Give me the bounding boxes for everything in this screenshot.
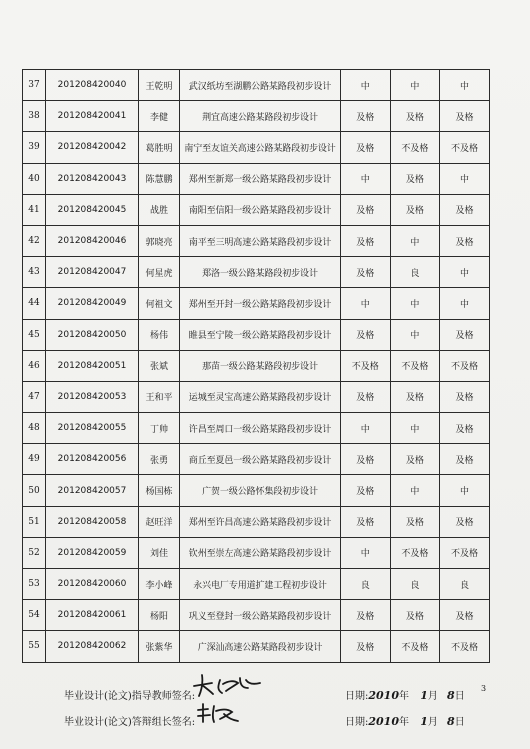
student-id-cell: 201208420053 xyxy=(46,381,139,412)
grade-reviewer-cell: 不及格 xyxy=(390,132,440,163)
table-row xyxy=(23,631,490,662)
student-name-cell: 王乾明 xyxy=(139,70,180,101)
student-name-cell: 王和平 xyxy=(139,381,180,412)
thesis-title-cell: 郑州至许昌高速公路某路段初步设计 xyxy=(180,506,341,537)
row-number-cell: 45 xyxy=(23,319,46,350)
student-id-cell: 201208420050 xyxy=(46,319,139,350)
defense-signature-label: 毕业设计(论文)答辩组长签名: xyxy=(64,717,196,728)
grade-defense-cell: 中 xyxy=(440,163,490,194)
table-row xyxy=(23,506,490,537)
row-number-cell: 39 xyxy=(23,132,46,163)
grade-reviewer-cell: 及格 xyxy=(390,600,440,631)
grades-table xyxy=(22,69,490,663)
row-number-cell: 50 xyxy=(23,475,46,506)
grade-advisor-cell: 及格 xyxy=(341,194,391,225)
advisor-date-label: 日期: xyxy=(345,691,369,702)
thesis-title-cell: 南阳至信阳一级公路某路段初步设计 xyxy=(180,194,341,225)
student-name-cell: 张紫华 xyxy=(139,631,180,662)
table-row xyxy=(23,537,490,568)
row-number-cell: 54 xyxy=(23,600,46,631)
grade-defense-cell: 不及格 xyxy=(440,631,490,662)
student-name-cell: 杨阳 xyxy=(139,600,180,631)
thesis-title-cell: 南宁至友谊关高速公路某路段初步设计 xyxy=(180,132,341,163)
row-number-cell: 42 xyxy=(23,225,46,256)
grade-defense-cell: 及格 xyxy=(440,600,490,631)
grade-advisor-cell: 不及格 xyxy=(341,350,391,381)
defense-date-year-suffix: 年 xyxy=(399,717,409,728)
table-row xyxy=(23,70,490,101)
table-row xyxy=(23,444,490,475)
thesis-title-cell: 巩义至登封一级公路某路段初步设计 xyxy=(180,600,341,631)
grade-advisor-cell: 中 xyxy=(341,413,391,444)
student-name-cell: 杨国栋 xyxy=(139,475,180,506)
grades-table-body xyxy=(23,70,490,663)
student-name-cell: 刘佳 xyxy=(139,537,180,568)
advisor-date-year: 2010 xyxy=(368,689,399,702)
grade-defense-cell: 及格 xyxy=(440,194,490,225)
advisor-date-day-suffix: 日 xyxy=(454,691,465,702)
student-name-cell: 张勇 xyxy=(139,444,180,475)
student-name-cell: 战胜 xyxy=(139,194,180,225)
grade-defense-cell: 及格 xyxy=(440,444,490,475)
table-row xyxy=(23,569,490,600)
defense-date-year: 2010 xyxy=(368,715,399,728)
advisor-date-month-suffix: 月 xyxy=(427,691,438,702)
grade-advisor-cell: 中 xyxy=(341,70,391,101)
student-name-cell: 李健 xyxy=(139,101,180,132)
student-id-cell: 201208420047 xyxy=(46,257,139,288)
student-id-cell: 201208420061 xyxy=(46,600,139,631)
thesis-title-cell: 那苗一级公路某路段初步设计 xyxy=(180,350,341,381)
row-number-cell: 46 xyxy=(23,350,46,381)
advisor-date xyxy=(345,687,465,702)
grade-defense-cell: 中 xyxy=(440,288,490,319)
advisor-date-day: 8 xyxy=(447,689,455,702)
thesis-title-cell: 郑洛一级公路某路段初步设计 xyxy=(180,257,341,288)
student-id-cell: 201208420040 xyxy=(46,70,139,101)
student-id-cell: 201208420041 xyxy=(46,101,139,132)
row-number-cell: 51 xyxy=(23,506,46,537)
student-id-cell: 201208420042 xyxy=(46,132,139,163)
thesis-title-cell: 许昌至周口一级公路某路段初步设计 xyxy=(180,413,341,444)
grade-advisor-cell: 良 xyxy=(341,569,391,600)
student-name-cell: 李小峰 xyxy=(139,569,180,600)
student-id-cell: 201208420060 xyxy=(46,569,139,600)
grade-reviewer-cell: 中 xyxy=(390,70,440,101)
grade-advisor-cell: 中 xyxy=(341,163,391,194)
student-name-cell: 葛胜明 xyxy=(139,132,180,163)
row-number-cell: 44 xyxy=(23,288,46,319)
student-id-cell: 201208420046 xyxy=(46,225,139,256)
grade-reviewer-cell: 不及格 xyxy=(390,537,440,568)
student-id-cell: 201208420049 xyxy=(46,288,139,319)
student-id-cell: 201208420056 xyxy=(46,444,139,475)
student-name-cell: 何祖文 xyxy=(139,288,180,319)
thesis-title-cell: 运城至灵宝高速公路某路段初步设计 xyxy=(180,381,341,412)
grade-advisor-cell: 及格 xyxy=(341,225,391,256)
defense-date-label: 日期: xyxy=(345,717,369,728)
student-id-cell: 201208420043 xyxy=(46,163,139,194)
table-row xyxy=(23,225,490,256)
defense-date xyxy=(345,713,465,728)
defense-date-day-suffix: 日 xyxy=(454,717,465,728)
student-id-cell: 201208420051 xyxy=(46,350,139,381)
grade-defense-cell: 不及格 xyxy=(440,537,490,568)
defense-date-month: 1 xyxy=(420,715,428,728)
table-row xyxy=(23,257,490,288)
thesis-title-cell: 南平至三明高速公路某路段初步设计 xyxy=(180,225,341,256)
grade-advisor-cell: 及格 xyxy=(341,506,391,537)
student-id-cell: 201208420057 xyxy=(46,475,139,506)
grade-reviewer-cell: 不及格 xyxy=(390,350,440,381)
thesis-title-cell: 郑州至开封一级公路某路段初步设计 xyxy=(180,288,341,319)
row-number-cell: 47 xyxy=(23,381,46,412)
grade-reviewer-cell: 及格 xyxy=(390,194,440,225)
table-row xyxy=(23,101,490,132)
thesis-title-cell: 钦州至崇左高速公路某路段初步设计 xyxy=(180,537,341,568)
grade-defense-cell: 中 xyxy=(440,257,490,288)
grade-reviewer-cell: 中 xyxy=(390,288,440,319)
student-name-cell: 郭晓亮 xyxy=(139,225,180,256)
student-id-cell: 201208420062 xyxy=(46,631,139,662)
table-row xyxy=(23,319,490,350)
defense-signature xyxy=(194,702,254,726)
grade-defense-cell: 不及格 xyxy=(440,132,490,163)
grade-advisor-cell: 及格 xyxy=(341,600,391,631)
student-id-cell: 201208420058 xyxy=(46,506,139,537)
row-number-cell: 43 xyxy=(23,257,46,288)
table-row xyxy=(23,600,490,631)
grade-reviewer-cell: 及格 xyxy=(390,163,440,194)
table-row xyxy=(23,194,490,225)
grade-reviewer-cell: 及格 xyxy=(390,444,440,475)
table-row xyxy=(23,163,490,194)
thesis-title-cell: 广深汕高速公路某路段初步设计 xyxy=(180,631,341,662)
row-number-cell: 41 xyxy=(23,194,46,225)
table-row xyxy=(23,381,490,412)
grade-advisor-cell: 中 xyxy=(341,288,391,319)
row-number-cell: 49 xyxy=(23,444,46,475)
student-id-cell: 201208420045 xyxy=(46,194,139,225)
grade-reviewer-cell: 良 xyxy=(390,569,440,600)
grade-reviewer-cell: 及格 xyxy=(390,506,440,537)
row-number-cell: 53 xyxy=(23,569,46,600)
table-row xyxy=(23,132,490,163)
grade-defense-cell: 及格 xyxy=(440,413,490,444)
grade-advisor-cell: 中 xyxy=(341,537,391,568)
thesis-title-cell: 商丘至夏邑一级公路某路段初步设计 xyxy=(180,444,341,475)
grade-reviewer-cell: 不及格 xyxy=(390,631,440,662)
student-name-cell: 何星虎 xyxy=(139,257,180,288)
grade-advisor-cell: 及格 xyxy=(341,101,391,132)
row-number-cell: 38 xyxy=(23,101,46,132)
grade-defense-cell: 中 xyxy=(440,475,490,506)
advisor-signature-label: 毕业设计(论文)指导教师签名: xyxy=(64,691,196,702)
grade-defense-cell: 及格 xyxy=(440,381,490,412)
student-name-cell: 丁帅 xyxy=(139,413,180,444)
student-id-cell: 201208420059 xyxy=(46,537,139,568)
student-name-cell: 陈慧鹏 xyxy=(139,163,180,194)
grade-advisor-cell: 及格 xyxy=(341,381,391,412)
grade-defense-cell: 及格 xyxy=(440,319,490,350)
student-name-cell: 赵旺洋 xyxy=(139,506,180,537)
table-row xyxy=(23,350,490,381)
defense-date-day: 8 xyxy=(447,715,455,728)
table-row xyxy=(23,413,490,444)
grade-reviewer-cell: 及格 xyxy=(390,381,440,412)
advisor-signature xyxy=(190,672,270,698)
grade-advisor-cell: 及格 xyxy=(341,257,391,288)
grade-reviewer-cell: 中 xyxy=(390,475,440,506)
grade-advisor-cell: 及格 xyxy=(341,132,391,163)
grade-advisor-cell: 及格 xyxy=(341,444,391,475)
grade-defense-cell: 及格 xyxy=(440,225,490,256)
row-number-cell: 55 xyxy=(23,631,46,662)
table-row xyxy=(23,288,490,319)
grade-defense-cell: 良 xyxy=(440,569,490,600)
advisor-date-month: 1 xyxy=(420,689,428,702)
student-name-cell: 杨伟 xyxy=(139,319,180,350)
student-name-cell: 张斌 xyxy=(139,350,180,381)
thesis-title-cell: 睢县至宁陵一级公路某路段初步设计 xyxy=(180,319,341,350)
thesis-title-cell: 永兴电厂专用道扩建工程初步设计 xyxy=(180,569,341,600)
grade-advisor-cell: 及格 xyxy=(341,475,391,506)
thesis-title-cell: 郑州至新郑一级公路某路段初步设计 xyxy=(180,163,341,194)
grade-reviewer-cell: 及格 xyxy=(390,101,440,132)
grade-defense-cell: 不及格 xyxy=(440,350,490,381)
row-number-cell: 37 xyxy=(23,70,46,101)
grade-reviewer-cell: 良 xyxy=(390,257,440,288)
table-row xyxy=(23,475,490,506)
defense-date-month-suffix: 月 xyxy=(427,717,438,728)
grade-reviewer-cell: 中 xyxy=(390,225,440,256)
grade-advisor-cell: 及格 xyxy=(341,319,391,350)
grade-defense-cell: 及格 xyxy=(440,101,490,132)
thesis-title-cell: 广贺一级公路怀集段初步设计 xyxy=(180,475,341,506)
page-number: 3 xyxy=(481,684,487,693)
thesis-title-cell: 武汉纸坊至湖鹏公路某路段初步设计 xyxy=(180,70,341,101)
advisor-date-year-suffix: 年 xyxy=(399,691,409,702)
grade-defense-cell: 中 xyxy=(440,70,490,101)
row-number-cell: 52 xyxy=(23,537,46,568)
row-number-cell: 48 xyxy=(23,413,46,444)
row-number-cell: 40 xyxy=(23,163,46,194)
thesis-title-cell: 荆宜高速公路某路段初步设计 xyxy=(180,101,341,132)
grade-advisor-cell: 及格 xyxy=(341,631,391,662)
student-id-cell: 201208420055 xyxy=(46,413,139,444)
grade-reviewer-cell: 中 xyxy=(390,319,440,350)
grade-reviewer-cell: 中 xyxy=(390,413,440,444)
grade-defense-cell: 及格 xyxy=(440,506,490,537)
